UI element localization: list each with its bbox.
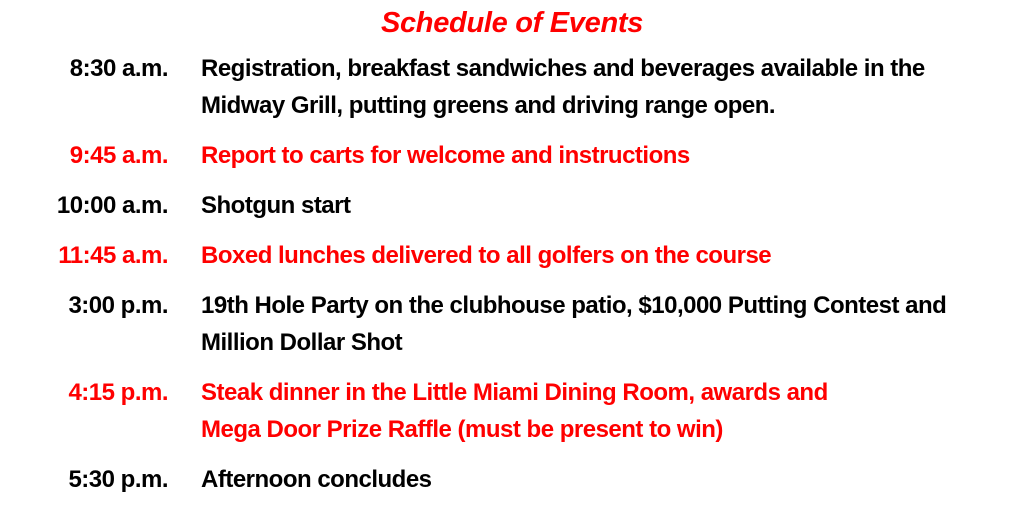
entry-time: 3:00 p.m. [68, 292, 168, 319]
entry-description [201, 237, 1024, 274]
entry-description-line: Shotgun start [201, 192, 351, 219]
entry-description-line: Afternoon concludes [201, 466, 432, 493]
schedule-entry [0, 461, 1024, 498]
schedule-entry [0, 187, 1024, 224]
schedule-entry [0, 50, 1024, 124]
entry-description-line: 19th Hole Party on the clubhouse patio, $10,000 Putting Contest and [201, 292, 947, 319]
entry-description-line: Registration, breakfast sandwiches and beverages available in the [201, 55, 925, 82]
schedule-entry [0, 137, 1024, 174]
entry-description [201, 287, 1024, 361]
entry-description [201, 374, 1024, 448]
entry-description-line: Mega Door Prize Raffle (must be present to win) [201, 416, 723, 443]
entry-description-line: Boxed lunches delivered to all golfers on the course [201, 242, 772, 269]
schedule-entry [0, 374, 1024, 448]
entry-time: 4:15 p.m. [68, 379, 168, 406]
entry-description [201, 137, 1024, 174]
entry-description [201, 50, 1024, 124]
entry-description-line: Report to carts for welcome and instructions [201, 142, 690, 169]
entry-time: 5:30 p.m. [68, 466, 168, 493]
entry-description [201, 461, 1024, 498]
page-title: Schedule of Events [380, 7, 644, 39]
schedule-entry [0, 237, 1024, 274]
entry-description-line: Million Dollar Shot [201, 329, 403, 356]
entry-description [201, 187, 1024, 224]
entry-description-line: Midway Grill, putting greens and driving range open. [201, 92, 776, 119]
schedule-entry [0, 287, 1024, 361]
entry-time: 10:00 a.m. [56, 192, 168, 219]
entry-time: 8:30 a.m. [69, 55, 168, 82]
entry-time: 11:45 a.m. [58, 242, 168, 269]
entry-description-line: Steak dinner in the Little Miami Dining Room, awards and [201, 379, 828, 406]
schedule-list [0, 50, 1024, 498]
entry-time: 9:45 a.m. [69, 142, 168, 169]
